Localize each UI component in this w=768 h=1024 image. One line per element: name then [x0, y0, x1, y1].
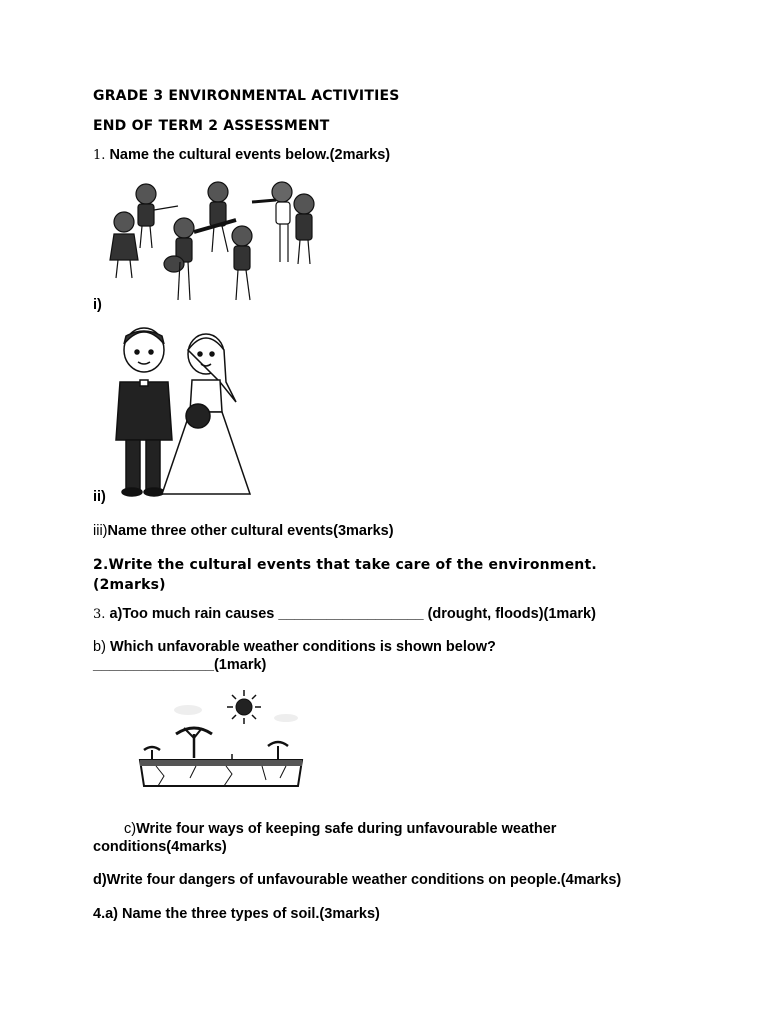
question-1: [93, 146, 390, 165]
question-3-number: 3.: [93, 607, 106, 622]
question-3a-text: a)Too much rain causes __________________ (drought, floods)(1mark): [109, 606, 596, 622]
assessment-subtitle: END OF TERM 2 ASSESSMENT: [93, 118, 330, 134]
question-3c-line-2: conditions(4marks): [93, 839, 227, 855]
wedding-couple-illustration: [104, 322, 254, 500]
question-1-part-iii: [93, 522, 394, 540]
question-3c-prefix: c): [124, 821, 137, 837]
question-3d: d)Write four dangers of unfavourable weather conditions on people.(4marks): [93, 872, 622, 888]
question-3c-text: Write four ways of keeping safe during unfavourable weather: [136, 821, 557, 837]
question-3a: [93, 605, 596, 624]
question-1-text: Name the cultural events below.(2marks): [109, 147, 391, 163]
question-2-line-1: 2.Write the cultural events that take care of the environment.: [93, 557, 597, 573]
question-3b: [93, 638, 496, 656]
drought-illustration: [136, 688, 306, 792]
question-3b-text: Which unfavorable weather conditions is shown below?: [109, 639, 496, 655]
question-1-part-iii-text: Name three other cultural events(3marks): [107, 523, 394, 539]
musicians-illustration: [104, 178, 338, 306]
assessment-title: GRADE 3 ENVIRONMENTAL ACTIVITIES: [93, 88, 400, 104]
question-1-part-i: i): [93, 297, 102, 313]
question-3c-line-1: [93, 820, 556, 838]
question-1-part-ii: ii): [93, 489, 106, 505]
question-1-number: 1.: [93, 148, 106, 163]
question-4a: 4.a) Name the three types of soil.(3marks): [93, 906, 380, 922]
question-3b-answer-line: _______________(1mark): [93, 657, 267, 673]
question-3b-prefix: b): [93, 639, 106, 655]
question-2-line-2: (2marks): [93, 577, 166, 593]
question-1-part-iii-prefix: iii): [93, 523, 108, 539]
